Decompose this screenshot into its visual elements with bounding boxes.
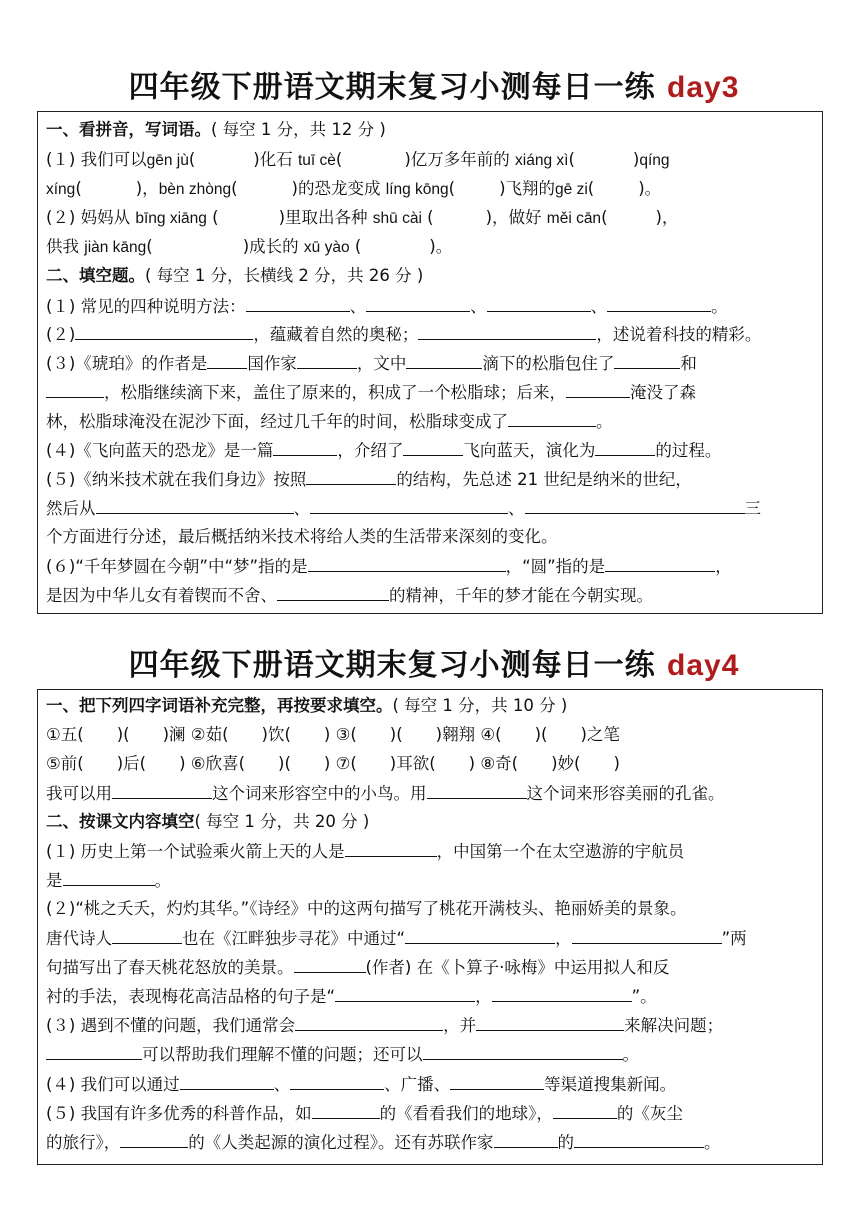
day3-q5-line3: 个方面进行分述，最后概括纳米技术将给人类的生活带来深刻的变化。 xyxy=(46,527,558,546)
day4-q2-line2: 唐代诗人 也在《江畔独步寻花》中通过“ ， ”两 xyxy=(46,929,747,948)
day4-q2-line1: (２)“桃之夭夭，灼灼其华。”《诗经》中的这两句描写了桃花开满枝头、艳丽娇美的景象。 xyxy=(46,899,687,918)
day3-q3-line1: (３)《琥珀》的作者是 国作家 ，文中 滴下的松脂包住了 和 xyxy=(46,354,697,373)
day3-q6-line2: 是因为中华儿女有着锲而不舍、 的精神，千年的梦才能在今朝实现。 xyxy=(46,586,653,605)
day4-q3-line2: 可以帮助我们理解不懂的问题；还可以 。 xyxy=(46,1043,816,1066)
day3-q2: (２) ，蕴藏着自然的奥秘； ，述说着科技的精彩。 xyxy=(46,325,762,344)
day4-q1-line2: 是 。 xyxy=(46,871,171,890)
day4-q3-line1: (３) 遇到不懂的问题，我们通常会 ，并 来解决问题； xyxy=(46,1016,724,1035)
day3-q3-line2: ，松脂继续滴下来，盖住了原来的，积成了一个松脂球；后来， 淹没了森 xyxy=(46,381,816,404)
day3-q5-line1: (５)《纳米技术就在我们身边》按照 的结构，先总述 21 世纪是纳米的世纪， xyxy=(46,470,692,489)
day4-idiom-fill: 我可以用 这个词来形容空中的小鸟。用 这个词来形容美丽的孔雀。 xyxy=(46,784,725,803)
day4-q1-line1: (１) 历史上第一个试验乘火箭上天的人是 ，中国第一个在太空遨游的宇航员 xyxy=(46,842,685,861)
day4-box xyxy=(37,689,823,1165)
day3-q6-line1: (６)“千年梦圆在今朝”中“梦”指的是 ，“圆”指的是 ， xyxy=(46,557,732,576)
day3-q1: (１) 常见的四种说明方法： 、 、 、 。 xyxy=(46,297,728,316)
day4-title: 四年级下册语文期末复习小测每日一练 day4 xyxy=(128,648,740,683)
day3-pinyin-line1: (１) 我们可以gēn jù( )化石 tuī cè( )亿万多年前的 xiáng xì( )qíng xyxy=(46,150,670,169)
day3-section2-heading: 二、填空题。( 每空 1 分，长横线 2 分，共 26 分 ) xyxy=(46,266,424,285)
day3-q4: (４)《飞向蓝天的恐龙》是一篇 ，介绍了 飞向蓝天，演化为 的过程。 xyxy=(46,441,722,460)
day4-section2-heading: 二、按课文内容填空( 每空 1 分，共 20 分 ) xyxy=(46,812,370,831)
day3-pinyin-line4: 供我 jiàn kāng( )成长的 xū yào ( )。 xyxy=(46,237,453,256)
day3-pinyin-line3: (２) 妈妈从 bīng xiāng ( )里取出各种 shū cài ( )，做好 měi cān( )， xyxy=(46,208,679,227)
day4-section1-heading: 一、把下列四字词语补充完整，再按要求填空。( 每空 1 分，共 10 分 ) xyxy=(46,696,568,715)
day4-idiom-row2: ⑤前( )后( ) ⑥欣喜( )( ) ⑦( )耳欲( ) ⑧奇( )妙( ) xyxy=(46,754,620,773)
day4-q2-line4: 衬的手法，表现梅花高洁品格的句子是“ ， ”。 xyxy=(46,987,657,1006)
day3-q3-line3: 林，松脂球淹没在泥沙下面，经过几千年的时间，松脂球变成了 。 xyxy=(46,412,613,431)
day4-idiom-row1: ①五( )( )澜 ②茹( )饮( ) ③( )( )翱翔 ④( )( )之笔 xyxy=(46,725,620,744)
day4-q5-line1: (５) 我国有许多优秀的科普作品，如 的《看看我们的地球》， 的《灰尘 xyxy=(46,1104,683,1123)
day3-section1-heading: 一、看拼音，写词语。( 每空 1 分，共 12 分 ) xyxy=(46,120,386,139)
day4-q2-line3: 句描写出了春天桃花怒放的美景。 (作者) 在《卜算子·咏梅》中运用拟人和反 xyxy=(46,958,670,977)
day3-pinyin-line2: xíng( )，bèn zhòng( )的恐龙变成 líng kōng( )飞翔的gē zi( )。 xyxy=(46,179,662,198)
day3-title: 四年级下册语文期末复习小测每日一练 day3 xyxy=(128,70,740,105)
day4-q4: (４) 我们可以通过 、 、广播、 等渠道搜集新闻。 xyxy=(46,1075,677,1094)
day3-box xyxy=(37,111,823,614)
day3-q5-line2: 然后从 、 、 三 xyxy=(46,499,761,518)
day4-q5-line2: 的旅行》， 的《人类起源的演化过程》。还有苏联作家 的 。 xyxy=(46,1133,721,1152)
